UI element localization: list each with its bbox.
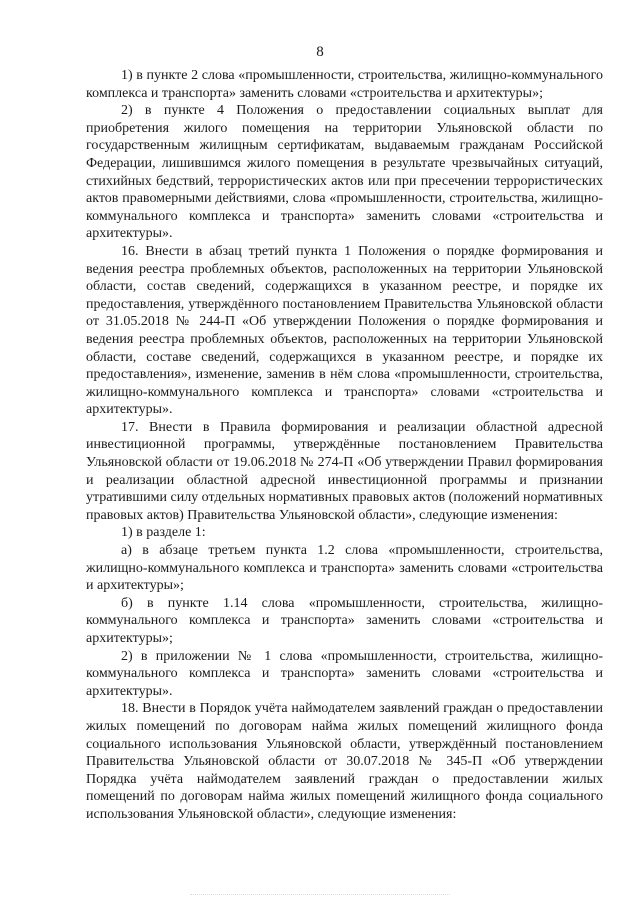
paragraph-subsection-1: 1) в разделе 1: xyxy=(121,525,206,541)
page-number: 8 xyxy=(316,44,324,60)
paragraph-item-b: б) в пункте 1.14 слова «промышленности, строительства, жилищно-коммунального комплекса и транспорта» заменить словами «строительства и архитектуры»; xyxy=(86,595,603,646)
paragraph-item-1: 1) в пункте 2 слова «промышленности, строительства, жилищно-коммунального комплекса и транспорта» заменить словами «строительства и архитектуры»; xyxy=(86,68,603,101)
paragraph-section-18: 18. Внести в Порядок учёта наймодателем заявлений граждан о предоставлении жилых помещений по договорам найма жилых помещений жилищного фонда социального использования Ульяновской области, утверждённый постановлением Правительства Ульяновской области от 30.07.2018 № 345-П «Об утверждении Порядка учёта наймодателем заявлений граждан о предоставлении жилых помещений по договорам найма жилых помещений жилищного фонда социального использования Ульяновской области», следующие изменения: xyxy=(86,701,603,822)
paragraph-item-a: а) в абзаце третьем пункта 1.2 слова «промышленности, строительства, жилищно-коммунального комплекса и транспорта» заменить словами «строительства и архитектуры»; xyxy=(86,543,603,594)
paragraph-section-16: 16. Внести в абзац третий пункта 1 Положения о порядке формирования и ведения реестра проблемных объектов, расположенных на территории Ульяновской области, состав сведений, содержащихся в указанном реестре, и порядке их предоставления, утверждённого постановлением Правительства Ульяновской области от 31.05.2018 № 244-П «Об утверждении Положения о порядке формирования и ведения реестра проблемных объектов, расположенных на территории Ульяновской области, составе сведений, содержащихся в указанном реестре, и порядке их предоставления», изменение, заменив в нём слова «промышленности, строительства, жилищно-коммунального комплекса и транспорта» словами «строительства и архитектуры». xyxy=(86,243,603,418)
document-body xyxy=(86,67,603,824)
paragraph-item-2-appendix: 2) в приложении № 1 слова «промышленности, строительства, жилищно-коммунального комплекса и транспорта» заменить словами «строительства и архитектуры». xyxy=(86,648,603,699)
paragraph-item-2: 2) в пункте 4 Положения о предоставлении социальных выплат для приобретения жилого помещения на территории Ульяновской области по государственным жилищным сертификатам, выдаваемым гражданам Российской Федерации, лишившимся жилого помещения в результате чрезвычайных ситуаций, стихийных бедствий, террористических актов или при пресечении террористических актов правомерными действиями, слова «промышленности, строительства, жилищно-коммунального комплекса и транспорта» заменить словами «строительства и архитектуры». xyxy=(86,103,603,242)
paragraph-section-17: 17. Внести в Правила формирования и реализации областной адресной инвестиционной программы, утверждённые постановлением Правительства Ульяновской области от 19.06.2018 № 274-П «Об утверждении Правил формирования и реализации областной адресной инвестиционной программы и признании утратившими силу отдельных нормативных правовых актов (положений нормативных правовых актов) Правительства Ульяновской области», следующие изменения: xyxy=(86,419,603,523)
scan-artifact xyxy=(190,886,450,895)
